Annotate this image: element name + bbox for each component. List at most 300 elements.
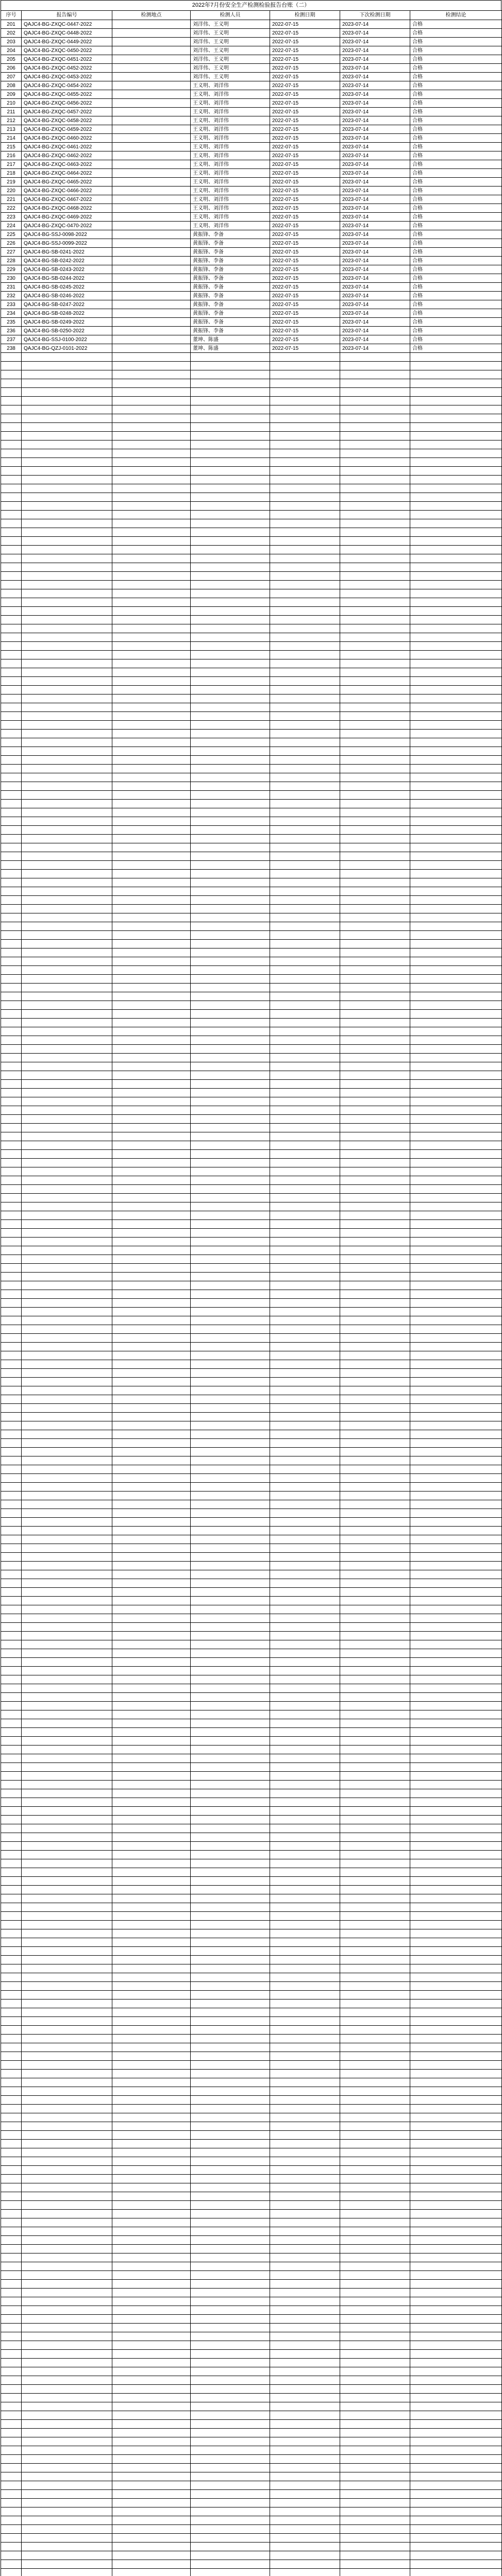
empty-cell [191, 2543, 270, 2551]
empty-row [1, 1474, 502, 1483]
table-row [1, 344, 502, 353]
empty-cell [112, 1702, 191, 1710]
row-index: 219 [1, 178, 22, 187]
empty-row [1, 2183, 502, 2192]
empty-cell [340, 1089, 410, 1097]
empty-cell [410, 808, 502, 817]
row-location [112, 195, 191, 204]
empty-cell [410, 747, 502, 756]
empty-cell [112, 2105, 191, 2113]
empty-cell [410, 1588, 502, 1597]
empty-cell [1, 1421, 22, 1430]
empty-cell [22, 1702, 112, 1710]
empty-cell [22, 887, 112, 896]
empty-cell [340, 537, 410, 546]
empty-cell [340, 2306, 410, 2315]
empty-cell [22, 1404, 112, 1413]
empty-cell [1, 1106, 22, 1115]
empty-cell [270, 1868, 340, 1877]
empty-cell [410, 2367, 502, 2376]
empty-row [1, 730, 502, 738]
empty-cell [112, 484, 191, 493]
empty-cell [191, 2166, 270, 2175]
empty-cell [1, 852, 22, 861]
empty-row [1, 449, 502, 458]
empty-row [1, 2472, 502, 2481]
row-conclusion: 合格 [410, 73, 502, 81]
empty-cell [270, 2166, 340, 2175]
empty-cell [1, 1456, 22, 1465]
row-location [112, 151, 191, 160]
empty-row [1, 808, 502, 817]
row-inspectors: 王义明、刘洋伟 [191, 151, 270, 160]
empty-cell [270, 1781, 340, 1789]
empty-cell [270, 1964, 340, 1973]
empty-cell [1, 2315, 22, 2324]
row-next-date: 2023-07-14 [340, 239, 410, 248]
empty-cell [340, 870, 410, 878]
row-location [112, 283, 191, 292]
empty-cell [270, 1404, 340, 1413]
empty-cell [340, 878, 410, 887]
row-report-no: QAJC4-BG-ZXQC-0469-2022 [22, 213, 112, 222]
empty-cell [270, 2507, 340, 2516]
empty-cell [1, 1439, 22, 1448]
empty-row [1, 624, 502, 633]
empty-cell [191, 1351, 270, 1360]
empty-cell [270, 878, 340, 887]
empty-cell [340, 1010, 410, 1019]
empty-cell [1, 1264, 22, 1273]
empty-row [1, 2227, 502, 2236]
empty-row [1, 1693, 502, 1702]
empty-cell [1, 1325, 22, 1334]
row-index: 211 [1, 108, 22, 116]
empty-cell [191, 1062, 270, 1071]
empty-row [1, 2140, 502, 2148]
empty-cell [22, 1886, 112, 1894]
empty-cell [112, 1719, 191, 1728]
empty-cell [1, 362, 22, 370]
table-row [1, 20, 502, 29]
empty-cell [340, 589, 410, 598]
empty-cell [340, 1421, 410, 1430]
empty-cell [22, 1579, 112, 1588]
row-index: 204 [1, 46, 22, 55]
empty-cell [340, 2043, 410, 2052]
empty-cell [340, 1719, 410, 1728]
row-location [112, 257, 191, 265]
empty-cell [191, 835, 270, 843]
empty-cell [410, 1001, 502, 1010]
empty-cell [1, 1912, 22, 1921]
empty-cell [340, 984, 410, 992]
row-location [112, 90, 191, 99]
row-next-date: 2023-07-14 [340, 213, 410, 222]
empty-cell [270, 2201, 340, 2210]
row-index: 238 [1, 344, 22, 353]
empty-cell [112, 2078, 191, 2087]
col-header-index: 序号 [1, 11, 22, 20]
empty-cell [1, 2043, 22, 2052]
empty-cell [1, 677, 22, 686]
table-row [1, 187, 502, 195]
empty-cell [1, 2481, 22, 2490]
row-inspectors: 黄振锋、李备 [191, 248, 270, 257]
empty-cell [112, 826, 191, 835]
empty-cell [410, 2402, 502, 2411]
empty-cell [112, 432, 191, 440]
empty-cell [340, 1281, 410, 1290]
empty-cell [410, 2437, 502, 2446]
empty-cell [112, 1106, 191, 1115]
empty-cell [410, 1702, 502, 1710]
empty-cell [1, 1124, 22, 1132]
empty-cell [112, 458, 191, 467]
empty-cell [1, 2026, 22, 2035]
empty-cell [191, 1124, 270, 1132]
empty-cell [191, 1553, 270, 1562]
empty-row [1, 414, 502, 423]
empty-cell [410, 1167, 502, 1176]
empty-cell [191, 1045, 270, 1054]
empty-cell [340, 808, 410, 817]
empty-cell [340, 432, 410, 440]
row-location [112, 81, 191, 90]
empty-cell [410, 677, 502, 686]
empty-cell [191, 1745, 270, 1754]
empty-cell [340, 1824, 410, 1833]
empty-cell [1, 405, 22, 414]
empty-cell [191, 1386, 270, 1395]
row-inspectors: 刘洋伟、王义明 [191, 46, 270, 55]
row-next-date: 2023-07-14 [340, 178, 410, 187]
row-next-date: 2023-07-14 [340, 222, 410, 230]
empty-cell [191, 2402, 270, 2411]
row-location [112, 55, 191, 64]
row-report-no: QAJC4-BG-ZXQC-0462-2022 [22, 151, 112, 160]
empty-row [1, 852, 502, 861]
empty-row [1, 1465, 502, 1474]
empty-cell [1, 1947, 22, 1956]
empty-cell [22, 397, 112, 405]
empty-cell [1, 1964, 22, 1973]
empty-cell [340, 896, 410, 905]
empty-cell [1, 458, 22, 467]
row-conclusion: 合格 [410, 20, 502, 29]
empty-cell [410, 948, 502, 957]
empty-cell [410, 1553, 502, 1562]
empty-cell [340, 440, 410, 449]
empty-cell [191, 2560, 270, 2569]
empty-cell [270, 1597, 340, 1605]
empty-cell [270, 1167, 340, 1176]
empty-row [1, 1684, 502, 1693]
empty-cell [340, 1772, 410, 1781]
empty-cell [1, 905, 22, 913]
empty-cell [22, 651, 112, 659]
empty-cell [340, 1562, 410, 1570]
row-index: 215 [1, 143, 22, 151]
table-row [1, 274, 502, 283]
table-row [1, 283, 502, 292]
empty-row [1, 2122, 502, 2131]
empty-cell [191, 379, 270, 388]
empty-cell [112, 1728, 191, 1737]
empty-cell [340, 948, 410, 957]
empty-cell [270, 519, 340, 528]
empty-cell [1, 870, 22, 878]
empty-cell [340, 1710, 410, 1719]
empty-cell [112, 1229, 191, 1238]
empty-cell [22, 1159, 112, 1167]
empty-cell [270, 2429, 340, 2437]
empty-cell [22, 721, 112, 730]
empty-cell [22, 405, 112, 414]
empty-cell [22, 1964, 112, 1973]
empty-cell [22, 2289, 112, 2297]
empty-cell [340, 1964, 410, 1973]
table-row [1, 73, 502, 81]
empty-row [1, 379, 502, 388]
row-next-date: 2023-07-14 [340, 20, 410, 29]
empty-cell [340, 2201, 410, 2210]
empty-cell [270, 1421, 340, 1430]
empty-cell [1, 1693, 22, 1702]
empty-cell [22, 2253, 112, 2262]
empty-cell [191, 1167, 270, 1176]
empty-cell [22, 2306, 112, 2315]
empty-cell [270, 651, 340, 659]
empty-row [1, 1010, 502, 1019]
empty-cell [112, 563, 191, 572]
empty-cell [1, 1115, 22, 1124]
empty-cell [270, 1570, 340, 1579]
empty-cell [410, 1991, 502, 1999]
empty-row [1, 1929, 502, 1938]
row-next-date: 2023-07-14 [340, 309, 410, 318]
row-conclusion: 合格 [410, 29, 502, 38]
empty-cell [191, 1518, 270, 1527]
empty-cell [22, 1115, 112, 1124]
empty-cell [191, 948, 270, 957]
empty-cell [1, 1991, 22, 1999]
row-next-date: 2023-07-14 [340, 327, 410, 335]
row-location [112, 46, 191, 55]
empty-cell [1, 1386, 22, 1395]
empty-cell [191, 1456, 270, 1465]
row-next-date: 2023-07-14 [340, 265, 410, 274]
row-location [112, 292, 191, 300]
empty-cell [112, 2376, 191, 2385]
empty-cell [112, 756, 191, 765]
empty-cell [410, 2507, 502, 2516]
empty-cell [340, 2148, 410, 2157]
empty-cell [340, 747, 410, 756]
empty-cell [112, 2367, 191, 2376]
empty-cell [191, 1763, 270, 1772]
empty-cell [22, 2035, 112, 2043]
empty-cell [410, 966, 502, 975]
empty-row [1, 519, 502, 528]
empty-cell [270, 1912, 340, 1921]
empty-cell [410, 835, 502, 843]
empty-cell [112, 2052, 191, 2061]
empty-cell [270, 1614, 340, 1623]
empty-cell [340, 1851, 410, 1859]
row-location [112, 143, 191, 151]
empty-cell [340, 1938, 410, 1947]
empty-cell [270, 2324, 340, 2332]
empty-cell [270, 2385, 340, 2394]
empty-cell [340, 2551, 410, 2560]
empty-cell [1, 659, 22, 668]
empty-cell [410, 440, 502, 449]
empty-cell [410, 1150, 502, 1159]
empty-cell [340, 1229, 410, 1238]
row-next-date: 2023-07-14 [340, 99, 410, 108]
empty-cell [1, 861, 22, 870]
empty-cell [340, 1623, 410, 1632]
empty-cell [410, 703, 502, 712]
empty-cell [270, 1675, 340, 1684]
row-inspectors: 王义明、刘洋伟 [191, 213, 270, 222]
empty-cell [191, 1597, 270, 1605]
empty-cell [270, 1745, 340, 1754]
empty-cell [410, 694, 502, 703]
empty-cell [340, 2455, 410, 2464]
empty-cell [22, 2376, 112, 2385]
empty-cell [191, 756, 270, 765]
empty-cell [340, 1728, 410, 1737]
empty-cell [270, 1877, 340, 1886]
row-conclusion: 合格 [410, 230, 502, 239]
empty-cell [410, 1211, 502, 1220]
empty-cell [270, 370, 340, 379]
empty-row [1, 1903, 502, 1912]
empty-row [1, 668, 502, 677]
empty-cell [340, 2183, 410, 2192]
empty-cell [112, 598, 191, 607]
empty-cell [22, 1141, 112, 1150]
empty-cell [340, 1842, 410, 1851]
empty-cell [410, 1273, 502, 1281]
col-header-test-date: 检测日期 [270, 11, 340, 20]
row-inspectors: 刘洋伟、王义明 [191, 29, 270, 38]
empty-cell [112, 2455, 191, 2464]
row-test-date: 2022-07-15 [270, 169, 340, 178]
empty-cell [270, 870, 340, 878]
row-test-date: 2022-07-15 [270, 55, 340, 64]
empty-cell [191, 1474, 270, 1483]
empty-cell [1, 2324, 22, 2332]
empty-cell [340, 449, 410, 458]
empty-cell [1, 2516, 22, 2525]
empty-cell [22, 703, 112, 712]
empty-cell [410, 1807, 502, 1816]
empty-cell [340, 721, 410, 730]
empty-cell [410, 2245, 502, 2253]
empty-cell [270, 1500, 340, 1509]
empty-cell [112, 1421, 191, 1430]
empty-cell [270, 458, 340, 467]
table-row [1, 222, 502, 230]
empty-cell [410, 1351, 502, 1360]
empty-cell [410, 2035, 502, 2043]
empty-row [1, 353, 502, 362]
empty-cell [410, 668, 502, 677]
empty-cell [340, 1947, 410, 1956]
empty-cell [340, 2315, 410, 2324]
empty-row [1, 1062, 502, 1071]
empty-cell [340, 1956, 410, 1964]
empty-cell [410, 730, 502, 738]
empty-cell [340, 633, 410, 642]
empty-row [1, 1737, 502, 1745]
empty-cell [191, 1973, 270, 1982]
empty-cell [112, 905, 191, 913]
empty-cell [1, 1553, 22, 1562]
table-row [1, 327, 502, 335]
empty-cell [410, 1737, 502, 1745]
row-location [112, 300, 191, 309]
empty-cell [340, 1999, 410, 2008]
empty-cell [1, 1956, 22, 1964]
empty-cell [112, 2341, 191, 2350]
empty-cell [191, 1851, 270, 1859]
empty-cell [22, 1649, 112, 1658]
empty-row [1, 1719, 502, 1728]
empty-cell [112, 1649, 191, 1658]
empty-cell [340, 1798, 410, 1807]
empty-cell [191, 2131, 270, 2140]
empty-row [1, 1710, 502, 1719]
empty-cell [22, 668, 112, 677]
empty-cell [410, 1483, 502, 1492]
empty-cell [22, 458, 112, 467]
empty-cell [270, 1640, 340, 1649]
empty-cell [22, 1089, 112, 1097]
row-report-no: QAJC4-BG-ZXQC-0457-2022 [22, 108, 112, 116]
empty-cell [112, 1264, 191, 1273]
empty-row [1, 1229, 502, 1238]
empty-row [1, 747, 502, 756]
empty-cell [340, 2332, 410, 2341]
empty-cell [191, 1492, 270, 1500]
empty-row [1, 1649, 502, 1658]
empty-cell [410, 467, 502, 476]
row-inspectors: 王义明、刘洋伟 [191, 195, 270, 204]
empty-cell [112, 1334, 191, 1343]
row-inspectors: 董坤、陈盛 [191, 344, 270, 353]
empty-cell [191, 405, 270, 414]
table-row [1, 64, 502, 73]
empty-row [1, 405, 502, 414]
empty-cell [340, 1019, 410, 1027]
empty-cell [340, 607, 410, 616]
empty-cell [112, 1999, 191, 2008]
empty-cell [191, 1894, 270, 1903]
empty-cell [1, 2560, 22, 2569]
table-body [1, 20, 502, 2576]
empty-row [1, 1167, 502, 1176]
empty-row [1, 2017, 502, 2026]
empty-cell [340, 1527, 410, 1535]
empty-cell [191, 1658, 270, 1667]
empty-cell [112, 589, 191, 598]
empty-cell [1, 2341, 22, 2350]
table-row [1, 81, 502, 90]
